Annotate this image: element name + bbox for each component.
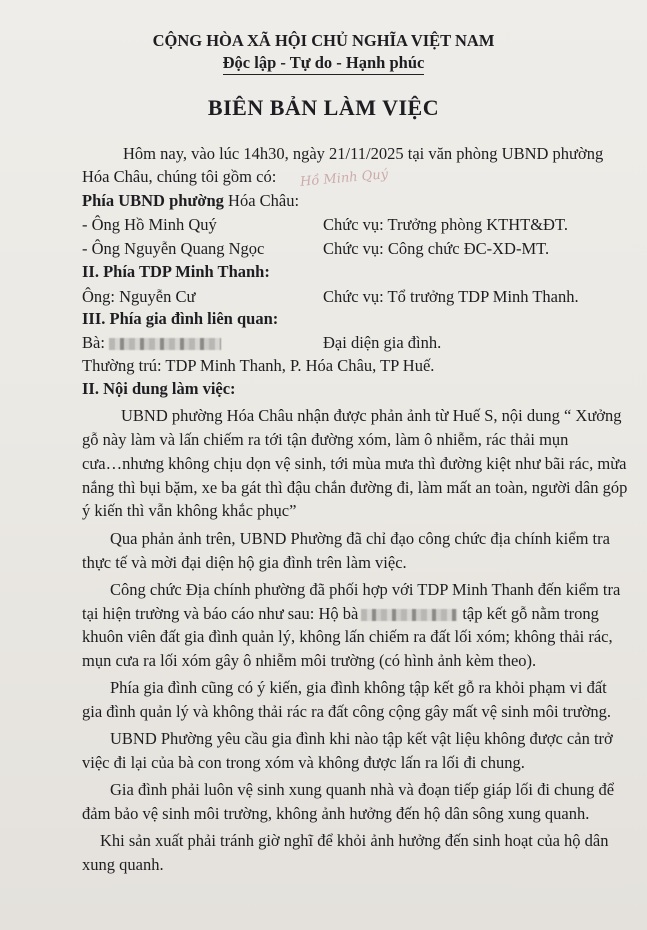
content-line: việc đi lại của bà con trong xóm và không được lấn ra lối đi chung. bbox=[82, 753, 525, 772]
tdp-member-role: Chức vụ: Tổ trưởng TDP Minh Thanh. bbox=[323, 287, 579, 306]
content-line: khuôn viên đất gia đình quản lý, không lấn chiếm ra đất lối xóm; không thải rác, bbox=[82, 627, 613, 646]
content-line: UBND Phường yêu cầu gia đình khi nào tập kết vật liệu không được cản trở bbox=[110, 729, 613, 748]
section-content-heading: II. Nội dung làm việc: bbox=[82, 379, 236, 398]
content-line: gia đình quản lý và không thải rác ra đất công cộng gây mất vệ sinh môi trường. bbox=[82, 702, 612, 721]
family-member-role: Đại diện gia đình. bbox=[323, 333, 442, 352]
document-title: BIÊN BẢN LÀM VIỆC bbox=[207, 95, 440, 120]
national-title: CỘNG HÒA XÃ HỘI CHỦ NGHĨA VIỆT NAM bbox=[152, 31, 495, 50]
content-line: mụn cưa ra lối xóm gây ô nhiễm môi trường (có hình ảnh kèm theo). bbox=[82, 651, 537, 670]
content-line: thực tế và mời đại diện hộ gia đình trên làm việc. bbox=[82, 553, 407, 572]
section-tdp-heading: II. Phía TDP Minh Thanh: bbox=[82, 262, 270, 281]
content-line: Qua phản ảnh trên, UBND Phường đã chỉ đạo công chức địa chính kiểm tra bbox=[110, 529, 610, 548]
ubnd-member-1-role: Chức vụ: Trưởng phòng KTHT&ĐT. bbox=[323, 215, 568, 234]
content-line: Phía gia đình cũng có ý kiến, gia đình không tập kết gỗ ra khỏi phạm vi đất bbox=[110, 678, 607, 697]
ubnd-member-2-role: Chức vụ: Công chức ĐC-XD-MT. bbox=[323, 239, 550, 258]
content-line: Khi sản xuất phải tránh giờ nghĩ để khỏi ảnh hưởng đến sinh hoạt của hộ dân bbox=[100, 831, 609, 850]
tdp-member-name: Ông: Nguyễn Cư bbox=[82, 287, 196, 306]
content-line: ý kiến thì vẫn không khắc phục” bbox=[82, 501, 297, 520]
section-ubnd-heading: Phía UBND phường Hóa Châu: bbox=[82, 191, 300, 210]
content-line: gỗ này làm và lấn chiếm ra tới tận đường xóm, làm ô nhiễm, rác thải mụn bbox=[82, 430, 569, 449]
intro-line-2: Hóa Châu, chúng tôi gồm có: bbox=[82, 167, 277, 186]
content-line: tại hiện trường và báo cáo như sau: Hộ bà tập kết gỗ nằm trong bbox=[82, 604, 599, 623]
family-residence: Thường trú: TDP Minh Thanh, P. Hóa Châu, TP Huế. bbox=[82, 356, 435, 375]
family-member: Bà: bbox=[82, 333, 221, 353]
redacted-name bbox=[361, 609, 457, 621]
content-line: cưa…nhưng không chịu dọn vệ sinh, tới mùa mưa thì đường kiệt như bãi rác, mừa bbox=[82, 454, 627, 473]
ubnd-member-1-name: - Ông Hồ Minh Quý bbox=[82, 215, 217, 234]
content-line: UBND phường Hóa Châu nhận được phản ảnh từ Huế S, nội dung “ Xưởng bbox=[121, 406, 622, 425]
content-line: nắng thì bụi bặm, xe ba gát thì đậu chắn đường đi, làm mất an toàn, người dân góp bbox=[82, 478, 628, 497]
content-line: xung quanh. bbox=[82, 855, 164, 874]
intro-line-1: Hôm nay, vào lúc 14h30, ngày 21/11/2025 tại văn phòng UBND phường bbox=[123, 144, 604, 163]
national-motto: Độc lập - Tự do - Hạnh phúc bbox=[0, 53, 647, 75]
section-family-heading: III. Phía gia đình liên quan: bbox=[82, 309, 279, 328]
ubnd-member-2-name: - Ông Nguyễn Quang Ngọc bbox=[82, 239, 265, 258]
signature-mark: Hồ Minh Quý bbox=[299, 167, 389, 190]
content-line: Công chức Địa chính phường đã phối hợp với TDP Minh Thanh đến kiểm tra bbox=[110, 580, 621, 599]
content-line: Gia đình phải luôn vệ sinh xung quanh nhà và đoạn tiếp giáp lối đi chung để bbox=[110, 780, 615, 799]
redacted-name bbox=[109, 338, 221, 350]
content-line: đảm bảo vệ sinh môi trường, không ảnh hưởng đến hộ dân sông xung quanh. bbox=[82, 804, 590, 823]
